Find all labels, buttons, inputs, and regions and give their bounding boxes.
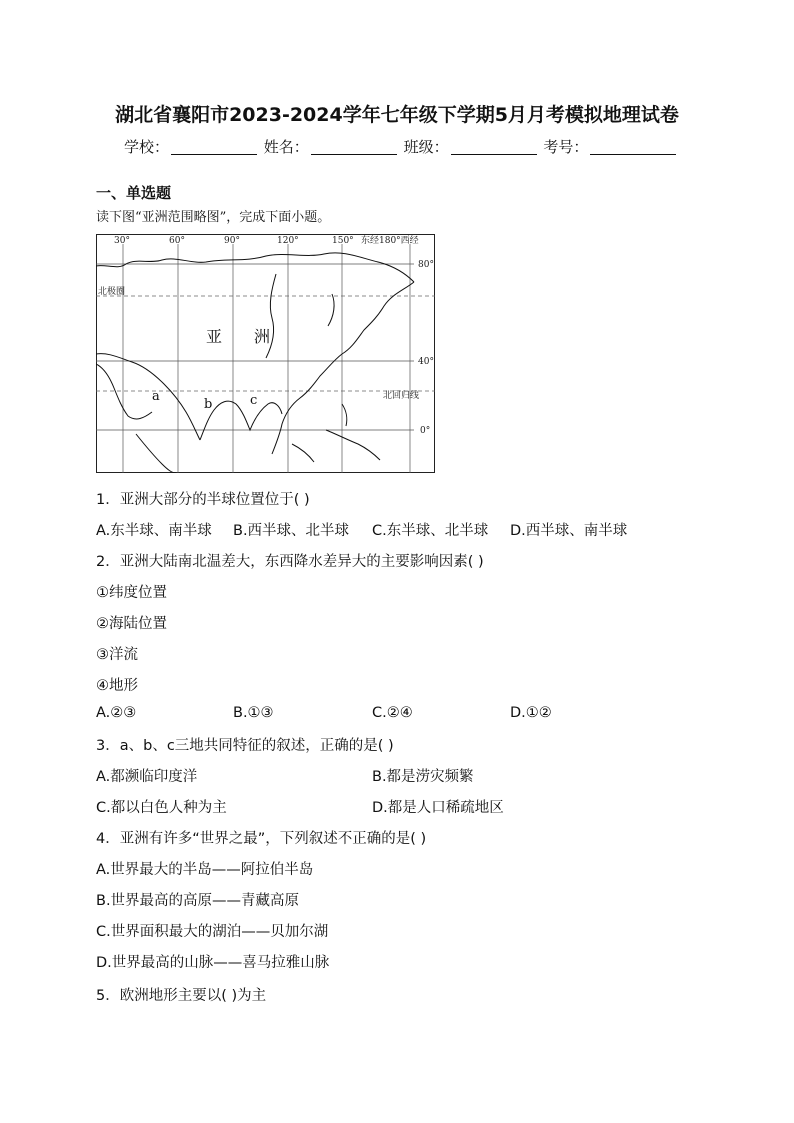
q4-option-a[interactable]: A.世界最大的半岛——阿拉伯半岛 <box>96 862 314 878</box>
student-info-line <box>124 136 678 157</box>
q1-option-d[interactable]: D.西半球、南半球 <box>510 523 628 539</box>
class-blank[interactable] <box>451 140 537 155</box>
q1-option-b[interactable]: B.西半球、北半球 <box>233 523 350 539</box>
q2-item-4: ④地形 <box>96 678 138 694</box>
q1-option-c[interactable]: C.东半球、北半球 <box>372 523 489 539</box>
q2-item-2: ②海陆位置 <box>96 616 167 632</box>
question-4-stem: 4．亚洲有许多“世界之最”，下列叙述不正确的是( ) <box>96 831 427 847</box>
school-label: 学校： <box>124 138 170 156</box>
q2-option-b[interactable]: B.①③ <box>233 705 274 721</box>
exam-title: 湖北省襄阳市2023-2024学年七年级下学期5月月考模拟地理试卷 <box>115 104 679 126</box>
q2-option-d[interactable]: D.①② <box>510 705 552 721</box>
name-label: 姓名： <box>263 138 309 156</box>
q3-option-b[interactable]: B.都是涝灾频繁 <box>372 769 474 785</box>
q2-option-a[interactable]: A.②③ <box>96 705 137 721</box>
q2-item-1: ①纬度位置 <box>96 585 167 601</box>
lon-label: 150° <box>332 236 354 246</box>
q2-item-3: ③洋流 <box>96 647 138 663</box>
question-3-stem: 3．a、b、c三地共同特征的叙述，正确的是( ) <box>96 738 394 754</box>
class-label: 班级： <box>403 138 449 156</box>
lat-label: 40° <box>418 357 434 367</box>
q3-option-c[interactable]: C.都以白色人种为主 <box>96 800 227 816</box>
lon-label: 90° <box>224 236 240 246</box>
point-b-label: b <box>204 397 213 412</box>
q3-option-a[interactable]: A.都濒临印度洋 <box>96 769 198 785</box>
lon-label: 30° <box>114 236 130 246</box>
q3-option-d[interactable]: D.都是人口稀疏地区 <box>372 800 504 816</box>
lon-label: 60° <box>169 236 185 246</box>
region-label: 洲 <box>254 327 271 346</box>
tropic-label: 北回归线 <box>383 391 420 401</box>
region-label: 亚 <box>206 327 223 346</box>
point-a-label: a <box>152 389 160 404</box>
q1-option-a[interactable]: A.东半球、南半球 <box>96 523 212 539</box>
question-5-stem: 5．欧洲地形主要以( )为主 <box>96 988 267 1004</box>
lat-label: 0° <box>420 426 431 436</box>
q4-option-d[interactable]: D.世界最高的山脉——喜马拉雅山脉 <box>96 955 330 971</box>
intro-text: 读下图“亚洲范围略图”，完成下面小题。 <box>96 210 331 225</box>
arctic-circle-label: 北极圈 <box>98 287 126 297</box>
name-blank[interactable] <box>311 140 397 155</box>
q4-option-b[interactable]: B.世界最高的高原——青藏高原 <box>96 893 300 909</box>
school-blank[interactable] <box>171 140 257 155</box>
lat-label: 80° <box>418 260 434 270</box>
number-label: 考号： <box>543 138 589 156</box>
lon-label: 东经180°西经 <box>361 236 419 246</box>
point-c-label: c <box>250 393 258 408</box>
number-blank[interactable] <box>590 140 676 155</box>
lon-label: 120° <box>277 236 299 246</box>
question-2-stem: 2．亚洲大陆南北温差大，东西降水差异大的主要影响因素( ) <box>96 554 484 570</box>
section-heading: 一、单选题 <box>96 184 172 202</box>
q2-option-c[interactable]: C.②④ <box>372 705 413 721</box>
asia-map <box>96 234 435 473</box>
q4-option-c[interactable]: C.世界面积最大的湖泊——贝加尔湖 <box>96 924 329 940</box>
question-1-stem: 1．亚洲大部分的半球位置位于( ) <box>96 492 310 508</box>
